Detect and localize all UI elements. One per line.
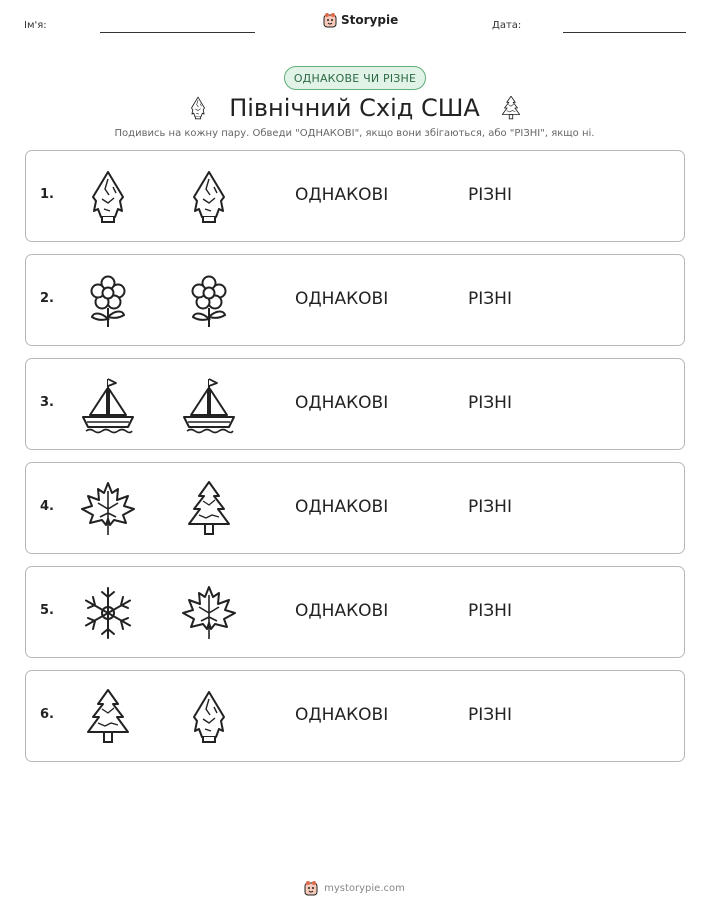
flower-icon (179, 271, 239, 331)
name-label: Ім'я: (24, 20, 47, 31)
title-row (0, 90, 709, 126)
same-option[interactable]: ОДНАКОВІ (295, 497, 389, 517)
row-number: 2. (40, 291, 54, 306)
arrowhead-icon (179, 167, 239, 227)
same-option[interactable]: ОДНАКОВІ (295, 289, 389, 309)
flower-icon (78, 271, 138, 331)
name-input-line[interactable] (100, 32, 255, 33)
maple-leaf-icon (179, 583, 239, 643)
arrowhead-icon (185, 93, 211, 123)
footer (0, 880, 709, 896)
brand-name: Storypie (341, 13, 399, 27)
exercise-row (25, 254, 685, 346)
instructions: Подивись на кожну пару. Обведи "ОДНАКОВІ", якщо вони збігаються, або "РІЗНІ", якщо ні. (114, 128, 595, 139)
activity-badge: ОДНАКОВЕ ЧИ РІЗНЕ (284, 66, 426, 90)
exercise-row (25, 566, 685, 658)
snowflake-icon (78, 583, 138, 643)
sailboat-icon (179, 375, 239, 435)
pine-tree-icon (179, 479, 239, 539)
different-option[interactable]: РІЗНІ (468, 393, 512, 413)
different-option[interactable]: РІЗНІ (468, 601, 512, 621)
date-input-line[interactable] (563, 32, 686, 33)
page-title: Північний Схід США (229, 94, 480, 122)
brand (323, 12, 398, 28)
same-option[interactable]: ОДНАКОВІ (295, 393, 389, 413)
same-option[interactable]: ОДНАКОВІ (295, 705, 389, 725)
date-label: Дата: (492, 20, 522, 31)
row-number: 3. (40, 395, 54, 410)
sailboat-icon (78, 375, 138, 435)
exercise-row (25, 462, 685, 554)
maple-leaf-icon (78, 479, 138, 539)
exercise-list (25, 150, 685, 774)
footer-url[interactable]: mystorypie.com (324, 882, 405, 894)
exercise-row (25, 358, 685, 450)
different-option[interactable]: РІЗНІ (468, 289, 512, 309)
row-number: 5. (40, 603, 54, 618)
different-option[interactable]: РІЗНІ (468, 705, 512, 725)
pine-tree-icon (498, 93, 524, 123)
storypie-logo-icon (304, 880, 318, 896)
exercise-row (25, 670, 685, 762)
arrowhead-icon (78, 167, 138, 227)
same-option[interactable]: ОДНАКОВІ (295, 601, 389, 621)
exercise-row (25, 150, 685, 242)
different-option[interactable]: РІЗНІ (468, 497, 512, 517)
different-option[interactable]: РІЗНІ (468, 185, 512, 205)
arrowhead-icon (179, 687, 239, 747)
pine-tree-icon (78, 687, 138, 747)
row-number: 6. (40, 707, 54, 722)
same-option[interactable]: ОДНАКОВІ (295, 185, 389, 205)
storypie-logo-icon (323, 12, 337, 28)
row-number: 4. (40, 499, 54, 514)
row-number: 1. (40, 187, 54, 202)
